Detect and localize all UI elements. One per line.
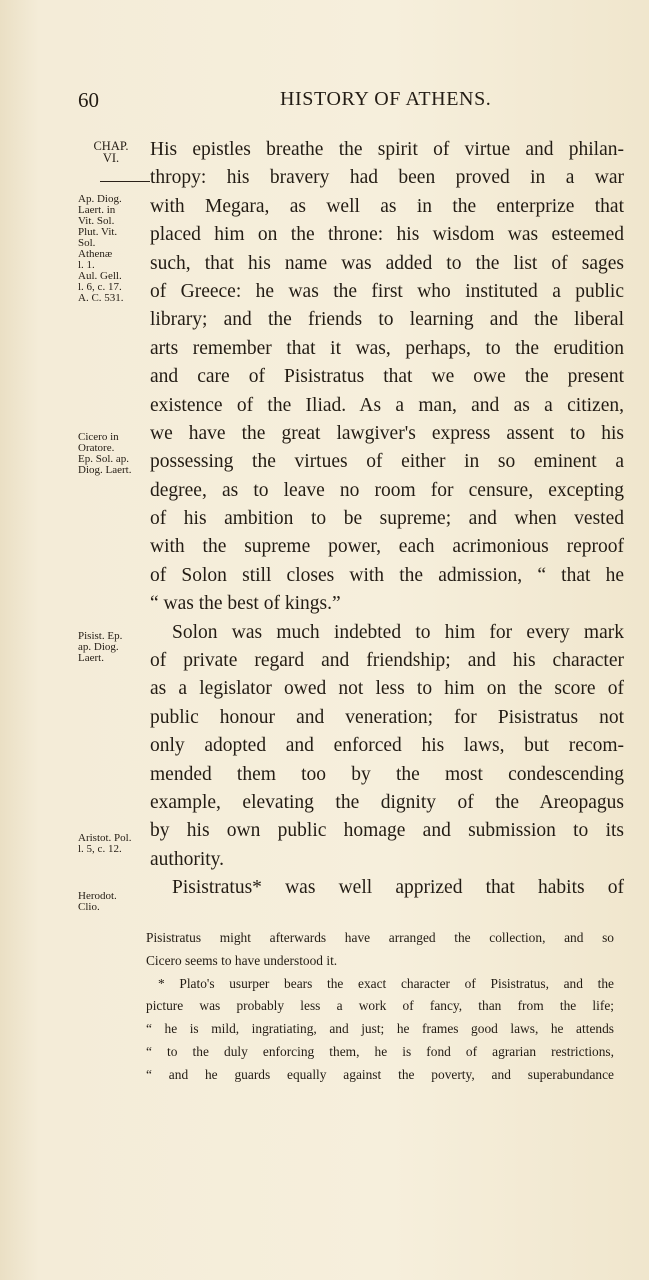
body-line: of Greece: he was the first who instituted a public [150, 280, 624, 302]
body-line: we have the great lawgiver's express assent to his [150, 422, 624, 444]
margin-note-line: Aul. Gell. [78, 270, 122, 282]
footnote-line: “ to the duly enforcing them, he is fond of agrarian restrictions, [146, 1043, 614, 1059]
footnote-line: Cicero seems to have understood it. [146, 952, 338, 968]
body-line: thropy: his bravery had been proved in a war [150, 167, 624, 189]
body-line: by his own public homage and submission to its [150, 820, 624, 842]
body-line: with the supreme power, each acrimonious reproof [150, 536, 624, 558]
footnote-line: picture was probably less a work of fancy, than from the life; [146, 998, 614, 1014]
chapter-number: VI. [102, 151, 120, 165]
page-header [0, 88, 649, 118]
margin-note-line: Sol. [78, 237, 96, 249]
margin-note-line: Laert. [78, 652, 104, 664]
margin-note-diogenes [78, 194, 152, 304]
body-line: existence of the Iliad. As a man, and as a citizen, [150, 394, 624, 416]
body-line: of Solon still closes with the admission, “ that he [150, 564, 624, 586]
margin-note-line: Cicero in [78, 431, 119, 443]
footnote-line: “ and he guards equally against the poverty, and superabundance [146, 1066, 614, 1082]
margin-note-line: Herodot. [78, 890, 117, 902]
footnotes [146, 927, 614, 1087]
margin-note-line: ap. Diog. [78, 641, 119, 653]
body-line: His epistles breathe the spirit of virtue and philan- [150, 139, 624, 160]
body-line: of private regard and friendship; and his character [150, 650, 624, 672]
body-line: as a legislator owed not less to him on the score of [150, 678, 624, 700]
body-line: with Megara, as well as in the enterprize that [150, 195, 624, 217]
body-line: Pisistratus* was well apprized that habits of [172, 877, 624, 899]
body-text [150, 136, 624, 903]
margin-note-line: A. C. 531. [78, 292, 124, 304]
margin-note-line: l. 1. [78, 259, 95, 271]
page-number: 60 [78, 88, 99, 112]
margin-note-line: Plut. Vit. [78, 226, 118, 238]
chapter-label: CHAP. [93, 139, 129, 153]
margin-note-line: Ap. Diog. [78, 193, 122, 205]
footnote-line: * Plato's usurper bears the exact character of Pisistratus, and the [158, 975, 614, 991]
margin-note-cicero [78, 432, 152, 476]
body-line: example, elevating the dignity of the Areopagus [150, 791, 624, 813]
margin-rule [100, 181, 150, 182]
footnote-line: “ he is mild, ingratiating, and just; he frames good laws, he attends [146, 1021, 614, 1037]
margin-note-line: Aristot. Pol. [78, 832, 132, 844]
body-line: public honour and veneration; for Pisistratus not [150, 706, 624, 728]
margin-note-line: Laert. in [78, 204, 116, 216]
body-line: library; and the friends to learning and the liberal [150, 309, 624, 331]
body-line: authority. [150, 848, 225, 870]
body-line: possessing the virtues of either in so eminent a [150, 451, 624, 473]
body-line: arts remember that it was, perhaps, to the erudition [150, 337, 624, 359]
margin-note-line: Ep. Sol. ap. [78, 453, 130, 465]
body-line: only adopted and enforced his laws, but recom- [150, 735, 624, 757]
running-title: HISTORY OF ATHENS. [280, 88, 492, 110]
margin-note-pisist [78, 631, 152, 664]
body-line: degree, as to leave no room for censure, excepting [150, 479, 624, 501]
margin-note-line: l. 6, c. 17. [78, 281, 122, 293]
margin-chapter [78, 140, 144, 164]
margin-note-line: Diog. Laert. [78, 464, 132, 476]
body-line: “ was the best of kings.” [150, 593, 341, 615]
margin-note-line: Vit. Sol. [78, 215, 115, 227]
margin-note-line: Athenæ [78, 248, 113, 260]
body-line: such, that his name was added to the list of sages [150, 252, 624, 274]
margin-note-herodot [78, 891, 152, 913]
body-line: Solon was much indebted to him for every mark [172, 621, 624, 643]
body-line: of his ambition to be supreme; and when vested [150, 508, 624, 530]
margin-note-line: Clio. [78, 901, 100, 913]
margin-note-line: l. 5, c. 12. [78, 843, 122, 855]
margin-note-line: Oratore. [78, 442, 115, 454]
footnote-line: Pisistratus might afterwards have arranged the collection, and so [146, 930, 614, 945]
body-line: placed him on the throne: his wisdom was esteemed [150, 224, 624, 246]
body-line: mended them too by the most condescending [150, 763, 624, 785]
body-line: and care of Pisistratus that we owe the present [150, 366, 624, 388]
margin-note-aristot [78, 833, 152, 855]
margin-note-line: Pisist. Ep. [78, 630, 123, 642]
